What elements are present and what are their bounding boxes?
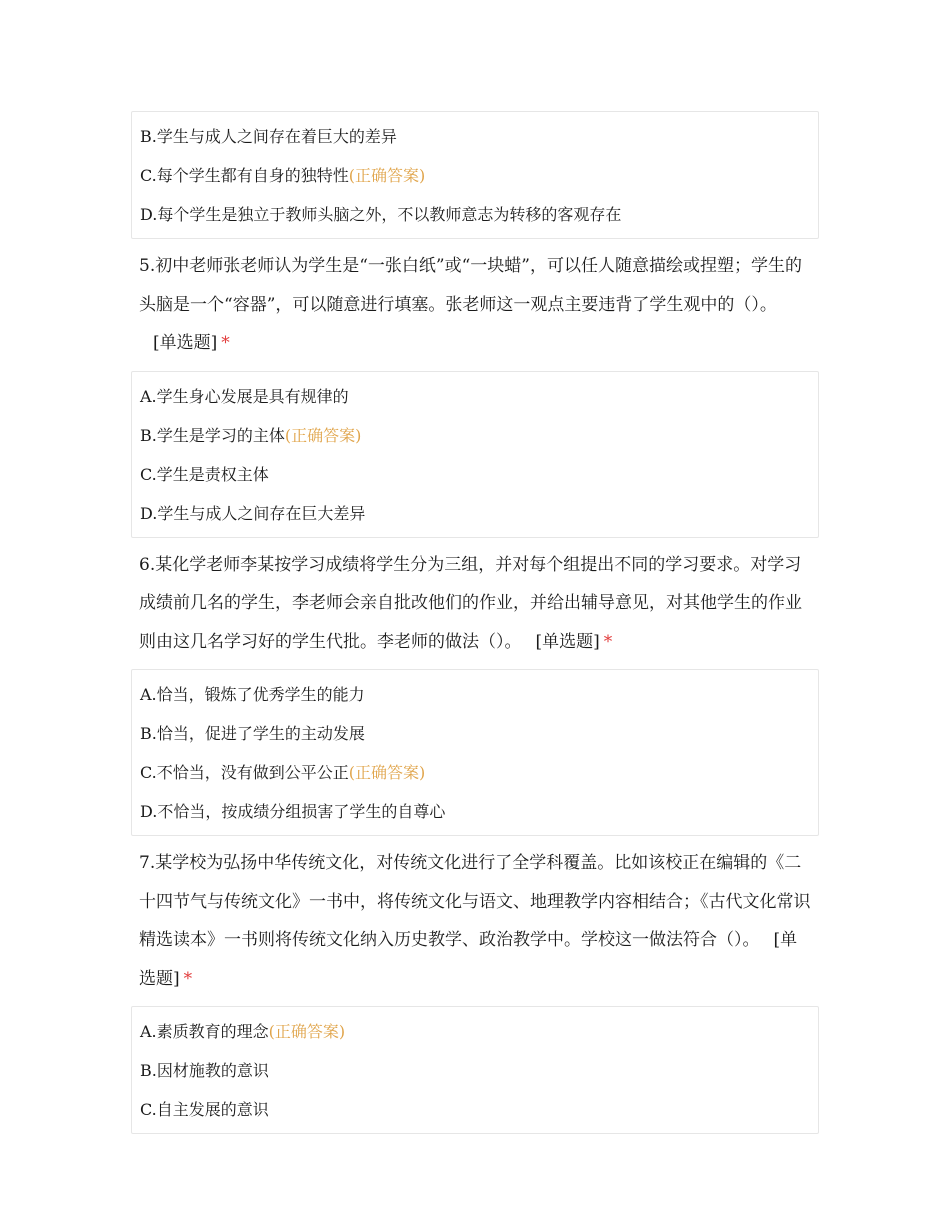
option-b[interactable]: B.因材施教的意识 bbox=[140, 1061, 269, 1080]
question-5-options bbox=[131, 371, 819, 538]
option-c[interactable]: C.自主发展的意识 bbox=[140, 1100, 269, 1119]
option-c[interactable]: C.学生是责权主体 bbox=[140, 464, 269, 484]
question-type-label: [单选题] bbox=[139, 930, 798, 989]
option-c[interactable]: C.不恰当，没有做到公平公正(正确答案) bbox=[140, 763, 426, 782]
correct-answer-tag: (正确答案) bbox=[348, 763, 426, 782]
required-star: * bbox=[221, 333, 230, 353]
option-a[interactable]: A.学生身心发展是具有规律的 bbox=[140, 386, 349, 406]
question-type-label: [单选题] bbox=[153, 333, 218, 353]
option-d[interactable]: D.不恰当，按成绩分组损害了学生的自尊心 bbox=[140, 802, 446, 821]
option-a[interactable]: A.恰当，锻炼了优秀学生的能力 bbox=[140, 685, 365, 704]
correct-answer-tag: (正确答案) bbox=[268, 1022, 346, 1041]
option-c[interactable]: C.每个学生都有自身的独特性(正确答案) bbox=[140, 166, 426, 185]
question-6-options bbox=[131, 669, 819, 836]
question-7-stem: 7.某学校为弘扬中华传统文化，对传统文化进行了全学科覆盖。比如该校正在编辑的《二十四节气与传统文化》一书中，将传统文化与语文、地理教学内容相结合；《古代文化常识精选读本》一书则将传统文化纳入历史教学、政治教学中。学校这一做法符合（）。 [单选题] * bbox=[139, 853, 811, 989]
option-b[interactable]: B.学生与成人之间存在着巨大的差异 bbox=[140, 127, 397, 146]
question-4-options bbox=[131, 111, 819, 239]
option-b[interactable]: B.学生是学习的主体(正确答案) bbox=[140, 425, 362, 445]
option-a[interactable]: A.素质教育的理念(正确答案) bbox=[140, 1022, 346, 1041]
required-star: * bbox=[183, 968, 193, 989]
option-b[interactable]: B.恰当，促进了学生的主动发展 bbox=[140, 724, 365, 743]
question-type-label: [单选题] bbox=[535, 631, 600, 652]
option-d[interactable]: D.学生与成人之间存在巨大差异 bbox=[140, 503, 366, 523]
correct-answer-tag: (正确答案) bbox=[348, 166, 426, 185]
correct-answer-tag: (正确答案) bbox=[284, 425, 362, 445]
question-7-options bbox=[131, 1006, 819, 1134]
question-6-stem: 6.某化学老师李某按学习成绩将学生分为三组，并对每个组提出不同的学习要求。对学习成绩前几名的学生，李老师会亲自批改他们的作业，并给出辅导意见，对其他学生的作业则由这几名学习好的学生代批。李老师的做法（）。 [单选题] * bbox=[139, 554, 802, 652]
quiz-page bbox=[131, 111, 819, 1134]
question-5-stem: 5.初中老师张老师认为学生是“一张白纸”或“一块蜡”，可以任人随意描绘或捏塑；学生的头脑是一个“容器”，可以随意进行填塞。张老师这一观点主要违背了学生观中的（）。[单选题] * bbox=[139, 256, 802, 353]
option-d[interactable]: D.每个学生是独立于教师头脑之外，不以教师意志为转移的客观存在 bbox=[140, 205, 622, 224]
required-star: * bbox=[603, 631, 613, 652]
